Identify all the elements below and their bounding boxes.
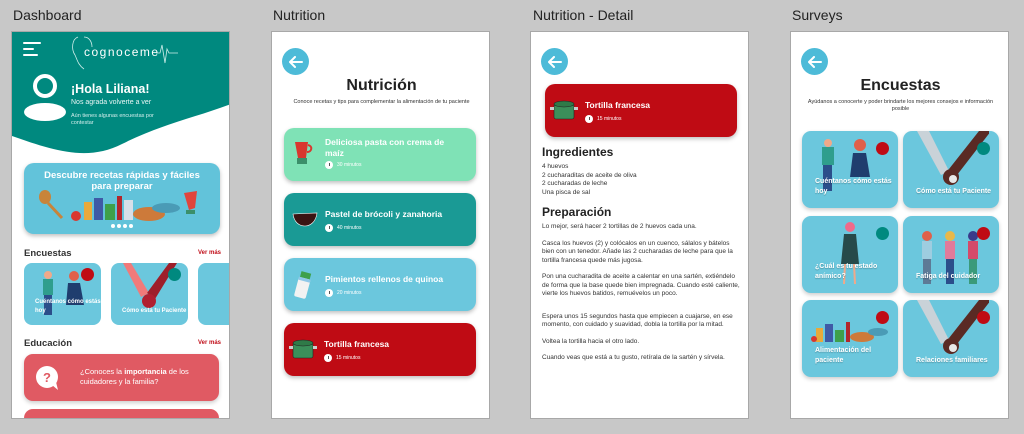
recipe-title: Deliciosa pasta con crema de maíz (325, 137, 445, 158)
clock-icon (325, 289, 333, 297)
page-title: Encuestas (860, 77, 941, 94)
groceries-illustration-icon (24, 188, 220, 228)
survey-card-label: Cómo está tu Paciente (122, 308, 187, 314)
recipe-card-pastel[interactable] (284, 193, 476, 246)
blender-icon (292, 140, 314, 166)
education-card[interactable] (24, 354, 219, 401)
survey-card-label: Cuéntanos cómo estás hoy (35, 299, 101, 314)
page-subtitle: Ayúdanos a conocerte y poder brindarte los mejores consejos e información posible (807, 99, 994, 112)
survey-card-estado-animico[interactable] (802, 216, 898, 293)
survey-status-badge (168, 268, 181, 281)
survey-card-partial[interactable] (198, 263, 230, 325)
cooking-pot-icon (550, 99, 578, 121)
nutrition-screen (271, 31, 490, 419)
frame-label-dashboard: Dashboard (13, 7, 82, 23)
survey-status-badge (977, 142, 990, 155)
page-subtitle: Conoce recetas y tips para complementar la alimentación de tu paciente (293, 99, 470, 105)
recipe-card-pimientos[interactable] (284, 258, 476, 311)
survey-status-badge (876, 311, 889, 324)
carousel-dots[interactable] (111, 224, 133, 228)
user-avatar-icon[interactable] (23, 72, 67, 122)
preparation-steps (542, 223, 742, 371)
survey-card-como-estas[interactable] (802, 131, 898, 208)
survey-card-label: Cómo está tu Paciente (916, 188, 992, 195)
ingredient-item: Una pisca de sal (542, 188, 591, 196)
survey-card-label: Alimentación del paciente (815, 347, 872, 364)
preparation-step: Cuando veas que está a tu gusto, retírala de la sartén y sírvela. (542, 354, 725, 361)
survey-card-como-estas[interactable] (24, 263, 101, 325)
survey-card-label: Relaciones familiares (916, 357, 988, 364)
greeting-subtitle: Nos agrada volverte a ver (71, 99, 152, 106)
greeting-note: Aún tienes algunas encuestas por contestar (71, 113, 154, 126)
preparation-title: Preparación (542, 205, 612, 219)
survey-card-paciente[interactable] (111, 263, 188, 325)
recipe-title: Tortilla francesa (585, 100, 651, 110)
survey-card-label: Fatiga del cuidador (916, 273, 981, 280)
ingredients-title: Ingredientes (542, 145, 614, 159)
recipe-card-pasta[interactable] (284, 128, 476, 181)
arrow-left-icon (808, 56, 822, 68)
education-section-title: Educación (24, 338, 73, 349)
surveys-screen (790, 31, 1009, 419)
question-bubble-icon (34, 365, 60, 391)
surveys-see-more-link[interactable]: Ver más (197, 250, 221, 256)
survey-status-badge (81, 268, 94, 281)
svg-text:?: ? (43, 370, 51, 385)
page-title: Nutrición (346, 77, 417, 94)
survey-status-badge (876, 142, 889, 155)
back-button[interactable] (801, 48, 828, 75)
surveys-section-title: Encuestas (24, 248, 72, 259)
education-see-more-link[interactable]: Ver más (197, 340, 221, 346)
frame-label-detail: Nutrition - Detail (533, 7, 634, 23)
recipe-time: 15 minutos (585, 115, 621, 123)
frame-label-surveys: Surveys (792, 7, 843, 23)
back-button[interactable] (541, 48, 568, 75)
cooking-pot-icon (289, 338, 317, 360)
education-card-partial[interactable] (24, 409, 219, 419)
ingredient-item: 2 cucharadas de leche (542, 180, 608, 187)
clock-icon (324, 354, 332, 362)
survey-status-badge (977, 311, 990, 324)
preparation-step: Casca los huevos (2) y colócalos en un cuenco, sálalos y bátelos bien con un tenedor. Añade las 2 cucharadas de leche para que la tortilla francesa quede más jugosa. (542, 239, 733, 264)
survey-card-label: ¿Cuál es tu estado anímico? (815, 263, 878, 280)
back-button[interactable] (282, 48, 309, 75)
recipe-header-card (545, 84, 737, 137)
clock-icon (325, 224, 333, 232)
ingredient-item: 4 huevos (542, 163, 569, 170)
recipe-time: 15 minutos (324, 354, 360, 362)
greeting-title: ¡Hola Liliana! (71, 82, 150, 96)
arrow-left-icon (289, 56, 303, 68)
bowl-icon (292, 212, 318, 228)
recipe-title: Pimientos rellenos de quinoa (325, 274, 444, 284)
clock-icon (585, 115, 593, 123)
ingredient-item: 2 cucharaditas de aceite de oliva (542, 171, 637, 179)
banner-title: Descubre recetas rápidas y fáciles para preparar (44, 170, 200, 192)
recipe-time: 30 minutos (325, 161, 361, 169)
recipe-title: Pastel de brócoli y zanahoria (325, 209, 443, 219)
education-card-text: ¿Conoces la importancia de los cuidadores y la familia? (80, 367, 189, 386)
hamburger-menu-icon[interactable] (23, 42, 43, 58)
ingredients-list (542, 163, 742, 197)
survey-card-fatiga[interactable] (903, 216, 999, 293)
survey-card-alimentacion[interactable] (802, 300, 898, 377)
frame-label-nutrition: Nutrition (273, 7, 326, 23)
nutrition-detail-screen (530, 31, 749, 419)
salt-shaker-icon (292, 269, 314, 301)
app-logo (70, 35, 180, 75)
dashboard-screen (11, 31, 230, 419)
logo-text: cognoceme (84, 45, 160, 59)
survey-card-label: Cuéntanos cómo estás hoy (815, 178, 892, 195)
survey-card-paciente[interactable] (903, 131, 999, 208)
recipe-card-tortilla[interactable] (284, 323, 476, 376)
recipes-banner[interactable] (24, 163, 220, 234)
preparation-step: Pon una cucharadita de aceite a calentar en una sartén, extiéndelo de forma que la base quede bien impregnada. Cuando esté caliente, vierte los huevos batidos, remuévelos un poco. (542, 273, 740, 297)
recipe-time: 40 minutos (325, 224, 361, 232)
recipe-title: Tortilla francesa (324, 339, 390, 349)
survey-card-relaciones[interactable] (903, 300, 999, 377)
preparation-step: Lo mejor, será hacer 2 tortillas de 2 huevos cada una. (542, 223, 697, 230)
arrow-left-icon (548, 56, 562, 68)
recipe-time: 20 minutos (325, 289, 361, 297)
clock-icon (325, 161, 333, 169)
survey-status-badge (977, 227, 990, 240)
survey-status-badge (876, 227, 889, 240)
preparation-step: Espera unos 15 segundos hasta que empiecen a cuajarse, en ese momento, con cuidado y suavidad, dobla la tortilla por la mitad. (542, 312, 733, 328)
preparation-step: Voltea la tortilla hacia el otro lado. (542, 337, 640, 345)
